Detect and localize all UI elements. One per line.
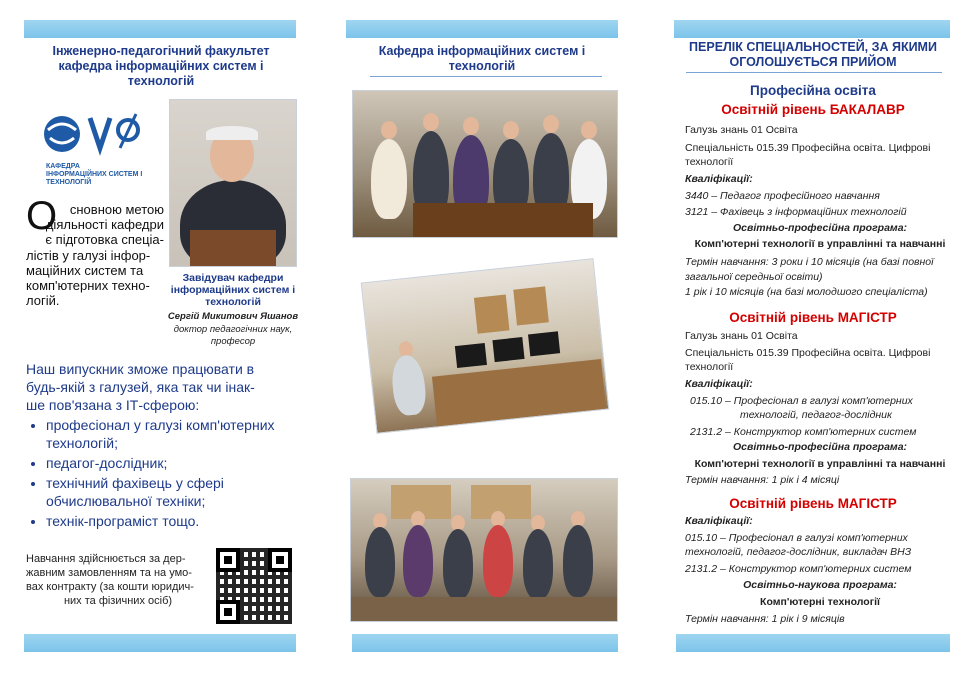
- qr-code[interactable]: [216, 548, 292, 624]
- intro-dropcap: О: [26, 194, 58, 238]
- bachelor-field: [685, 124, 798, 136]
- faculty-title: [24, 44, 298, 89]
- faculty-title-line1: Інженерно-педагогічний факультет: [52, 44, 270, 58]
- master2-qual-label: Кваліфікації:: [685, 515, 753, 527]
- top-bar-middle: [346, 20, 618, 38]
- intro-line5: маційних систем та: [26, 263, 144, 278]
- bachelor-term-line1: Термін навчання: 3 роки і 10 місяців (на базі повної: [685, 256, 934, 268]
- head-title-line3: технологій: [205, 296, 261, 308]
- computer-lab-photo: [361, 258, 610, 434]
- middle-title-rule: [370, 76, 602, 77]
- master1-heading: Освітній рівень МАГІСТР: [729, 310, 897, 325]
- grad-line2: будь-якій з галузей, яка так чи інак-: [26, 379, 255, 395]
- bachelor-qual-1: 3440 – Педагог професійного навчання: [685, 190, 880, 202]
- master1-spec-line1: Спеціальність 015.39 Професійна освіта. Цифрові: [685, 347, 931, 359]
- master2-prog-label: Освітньо-наукова програма:: [743, 579, 897, 591]
- head-degree: [164, 324, 302, 348]
- intro-line2: діяльності кафедри: [45, 217, 164, 232]
- head-caption: [166, 272, 300, 308]
- bachelor-spec: [685, 141, 930, 169]
- master2-term: Термін навчання: 1 рік і 9 місяців: [685, 613, 845, 625]
- bottom-bar-middle: [352, 634, 618, 652]
- master1-qual-1-line1: 015.10 – Професіонал в галузі комп'ютерних: [690, 395, 913, 407]
- specialties-title-line1: ПЕРЕЛІК СПЕЦІАЛЬНОСТЕЙ, ЗА ЯКИМИ: [689, 40, 937, 54]
- bottom-bar-right: [676, 634, 950, 652]
- graduate-bullets: [26, 416, 286, 532]
- master2-qual-1-line2: технологій, педагог-дослідник, викладач ВНЗ: [685, 546, 912, 558]
- grad-line1: Наш випускник зможе працювати в: [26, 361, 255, 377]
- specialties-title: [676, 40, 950, 70]
- study-line2: жавним замовленням та на умо-: [26, 567, 192, 579]
- top-bar-left: [24, 20, 296, 38]
- bachelor-heading: Освітній рівень БАКАЛАВР: [721, 102, 905, 117]
- study-note: [26, 552, 210, 608]
- bachelor-term-line3: 1 рік і 10 місяців (на базі молодшого спеціаліста): [685, 286, 928, 298]
- master2-heading: Освітній рівень МАГІСТР: [729, 496, 897, 511]
- master1-prog: Комп'ютерні технології в управлінні та навчанні: [694, 458, 946, 470]
- logo-text-line3: ТЕХНОЛОГІЙ: [46, 179, 92, 186]
- grad-line3: ше пов'язана з ІТ-сферою:: [26, 397, 200, 413]
- head-title-line1: Завідувач кафедри: [182, 272, 284, 284]
- intro-line4: лістів у галузі інфор-: [26, 248, 151, 263]
- bottom-bar-left: [24, 634, 296, 652]
- head-name: Сергій Микитович Яшанов: [167, 311, 299, 322]
- bachelor-qual-2: 3121 – Фахівець з інформаційних технологій: [685, 206, 907, 218]
- bullet-item: • педагог-дослідник;: [46, 454, 286, 472]
- master1-qual-1: [690, 394, 913, 422]
- logo-text-line1: КАФЕДРА: [46, 163, 80, 170]
- right-title-rule: [686, 72, 942, 73]
- intro-text-cont: [26, 248, 164, 308]
- master1-prog-label: Освітньо-професійна програма:: [732, 441, 908, 453]
- intro-line1: сновною метою: [69, 202, 164, 217]
- bachelor-term: [685, 255, 933, 300]
- intro-line6: комп'ютерних техно-: [26, 278, 150, 293]
- bullet-item: • технік-програміст тощо.: [46, 512, 286, 530]
- department-gathering-photo: [350, 478, 618, 622]
- head-degree-line2: професор: [210, 336, 256, 347]
- intro-line7: логій.: [26, 293, 60, 308]
- intro-line3: є підготовка спеціа-: [45, 232, 164, 247]
- master1-qual-1-line2: технологій, педагог-дослідник: [740, 409, 892, 421]
- master2-prog: Комп'ютерні технології: [760, 596, 880, 608]
- study-line4: них та фізичних осіб): [63, 595, 173, 607]
- middle-title-line1: Кафедра інформаційних систем і: [378, 44, 586, 58]
- staff-group-photo: [352, 90, 618, 238]
- bachelor-qual-label: Кваліфікації:: [685, 173, 753, 185]
- faculty-title-line2: кафедра інформаційних систем і технологій: [58, 59, 264, 88]
- master1-field: Галузь знань 01 Освіта: [685, 330, 798, 342]
- specialties-title-line2: ОГОЛОШУЄТЬСЯ ПРИЙОМ: [729, 55, 897, 69]
- master1-term: Термін навчання: 1 рік і 4 місяці: [685, 474, 840, 486]
- bachelor-prog: Комп'ютерні технології в управлінні та навчанні: [694, 238, 946, 250]
- department-logo: [40, 108, 152, 188]
- master1-spec-line2: технології: [685, 361, 734, 373]
- head-degree-line1: доктор педагогічних наук,: [173, 324, 293, 335]
- intro-text: [45, 202, 164, 247]
- study-line1: Навчання здійснюється за дер-: [26, 553, 186, 565]
- master2-qual-1: [685, 531, 911, 559]
- bachelor-spec-line2: технології: [685, 156, 734, 168]
- bachelor-field-text: Галузь знань 01 Освіта: [685, 124, 798, 136]
- logo-emblem-icon: [40, 108, 152, 158]
- bachelor-spec-line1: Спеціальність 015.39 Професійна освіта. Цифрові: [685, 142, 931, 154]
- department-head-photo: [169, 99, 297, 267]
- logo-text-line2: ІНФОРМАЦІЙНИХ СИСТЕМ І: [46, 171, 143, 178]
- master1-qual-2: 2131.2 – Конструктор комп'ютерних систем: [690, 426, 917, 438]
- graduate-text: [26, 360, 296, 414]
- master2-qual-2: 2131.2 – Конструктор комп'ютерних систем: [685, 563, 912, 575]
- bullet-item: • технічний фахівець у сфері обчислювальної техніки;: [46, 474, 286, 510]
- bachelor-term-line2: загальної середньої освіти): [685, 271, 823, 283]
- bachelor-prog-label: Освітньо-професійна програма:: [732, 222, 908, 234]
- middle-title: [346, 44, 618, 74]
- bullet-item: • професіонал у галузі комп'ютерних технологій;: [46, 416, 286, 452]
- middle-title-line2: технологій: [448, 59, 516, 73]
- master1-qual-label: Кваліфікації:: [685, 378, 753, 390]
- master2-qual-1-line1: 015.10 – Професіонал в галузі комп'ютерних: [685, 532, 908, 544]
- head-title-line2: інформаційних систем і: [170, 284, 296, 296]
- study-line3: вах контракту (за кошти юридич-: [26, 581, 194, 593]
- prof-education-heading: Професійна освіта: [750, 83, 876, 98]
- top-bar-right: [674, 20, 950, 38]
- master1-spec: [685, 346, 930, 374]
